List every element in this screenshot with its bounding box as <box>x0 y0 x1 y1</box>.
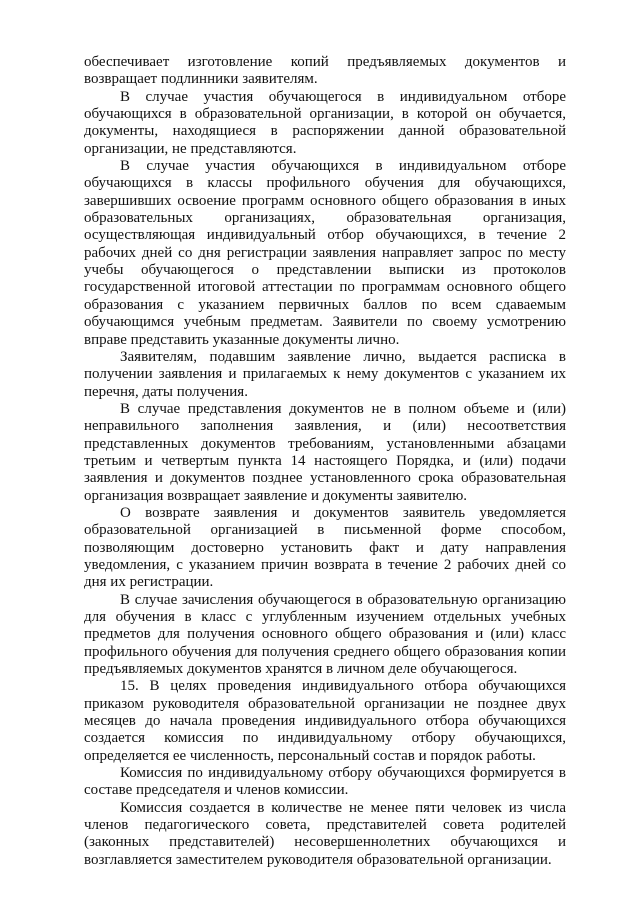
paragraph: В случае представления документов не в полном объеме и (или) неправильного заполнения заявления, и (или) несоответствия представленных документов требованиям, установленными абзацами третьим и четвертым пункта 14 настоящего Порядка, и (или) подачи заявления и документов позднее установленного срока образовательная организация возвращает заявление и документы заявителю. <box>84 400 566 504</box>
paragraph: В случае зачисления обучающегося в образовательную организацию для обучения в класс с углубленным изучением отдельных учебных предметов для получения основного общего образования и (или) класс профильного обучения для получения среднего общего образования копии предъявляемых документов хранятся в личном деле обучающегося. <box>84 591 566 678</box>
paragraph-continued: обеспечивает изготовление копий предъявляемых документов и возвращает подлинники заявителям. <box>84 54 566 88</box>
paragraph-item-15: 15. В целях проведения индивидуального отбора обучающихся приказом руководителя образовательной организации не позднее двух месяцев до начала проведения индивидуального отбора обучающихся создается комиссия по индивидуальному отбору обучающихся, определяется ее численность, персональный состав и порядок работы. <box>84 678 566 764</box>
paragraph: Комиссия создается в количестве не менее пяти человек из числа членов педагогического совета, представителей совета родителей (законных представителей) несовершеннолетних обучающихся и возглавляется заместителем руководителя образовательной организации. <box>84 799 566 868</box>
paragraph: О возврате заявления и документов заявитель уведомляется образовательной организацией в письменной форме способом, позволяющим достоверно установить факт и дату направления уведомления, с указанием причин возврата в течение 2 рабочих дней со дня их регистрации. <box>84 504 566 591</box>
paragraph: В случае участия обучающегося в индивидуальном отборе обучающихся в образовательной организации, в которой он обучается, документы, находящиеся в распоряжении данной образовательной организации, не представляются. <box>84 88 566 157</box>
paragraph: Комиссия по индивидуальному отбору обучающихся формируется в составе председателя и членов комиссии. <box>84 765 566 799</box>
paragraph: В случае участия обучающихся в индивидуальном отборе обучающихся в классы профильного обучения для обучающихся, завершивших освоение программ основного общего образования в иных образовательных организациях, образовательная организация, осуществляющая индивидуальный отбор обучающихся, в течение 2 рабочих дней со дня регистрации заявления направляет запрос по месту учебы обучающегося о представлении выписки из протоколов государственной итоговой аттестации по программам основного общего образования с указанием первичных баллов по всем сдаваемым обучающимся учебным предметам. Заявители по своему усмотрению вправе представить указанные документы лично. <box>84 158 566 348</box>
document-body <box>84 54 566 869</box>
paragraph: Заявителям, подавшим заявление лично, выдается расписка в получении заявления и прилагаемых к нему документов с указанием их перечня, даты получения. <box>84 348 566 400</box>
